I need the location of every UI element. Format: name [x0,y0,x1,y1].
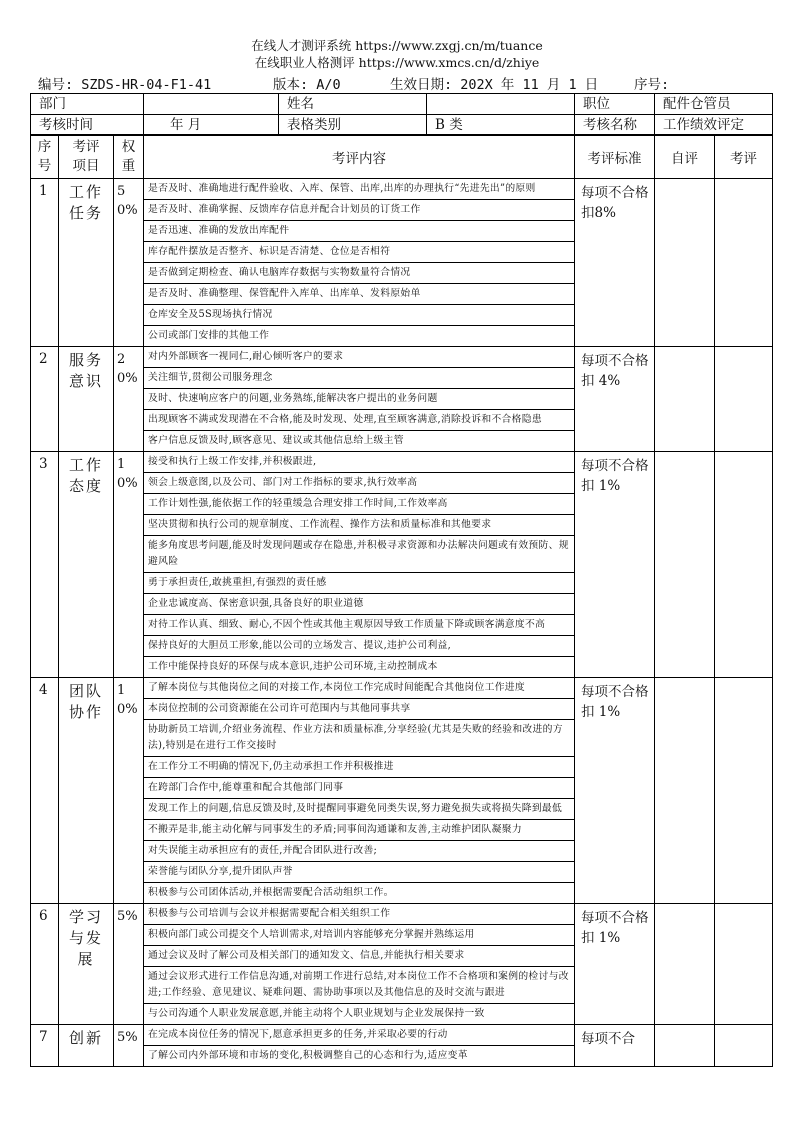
doc-version: 版本: A/0 [273,77,341,93]
form-label: 表格类别 [279,115,427,136]
criteria-item: 客户信息反馈及时,顾客意见、建议或其他信息给上级主管 [148,435,404,446]
col-standard: 考评标准 [575,135,655,179]
section-number: 3 [31,452,59,678]
form-value: B 类 [427,115,575,136]
criteria-item: 关注细节,贯彻公司服务理念 [144,368,574,389]
eval-name-label: 考核名称 [575,115,655,136]
criteria-item: 在完成本岗位任务的情况下,愿意承担更多的任务,并采取必要的行动 [144,1025,574,1046]
section-standard: 每项不合格扣 1% [575,904,655,1025]
criteria-item: 是否及时、准确地进行配件验收、入库、保管、出库,出库的办理执行“先进先出”的原则 [144,179,574,200]
criteria-item: 企业忠诚度高、保密意识强,具备良好的职业道德 [144,594,574,615]
self-score-cell[interactable] [655,452,715,678]
criteria-item: 积极向部门或公司提交个人培训需求,对培训内容能够充分掌握并熟练运用 [144,925,574,946]
criteria-item: 通过会议形式进行工作信息沟通,对前期工作进行总结,对本岗位工作不合格项和案例的检讨与改进;工作经验、意见建议、疑难问题、需协助事项以及其他信息的及时交流与跟进 [144,967,574,1004]
section-number: 4 [31,678,59,904]
criteria-item: 积极参与公司团体活动,并根据需要配合活动组织工作。 [148,887,394,898]
section-standard: 每项不合格扣8% [575,179,655,347]
section-project [59,904,114,1025]
review-score-cell[interactable] [715,678,773,904]
section-project-label: 服务意识 [68,351,103,390]
section-project [59,347,114,452]
criteria-item: 对待工作认真、细致、耐心,不因个性或其他主观原因导致工作质量下降或顾客满意度不高 [144,615,574,636]
criteria-item: 在工作分工不明确的情况下,仍主动承担工作并积极推进 [144,757,574,778]
criteria-item: 是否迅速、准确的发放出库配件 [144,221,574,242]
self-score-cell[interactable] [655,347,715,452]
section-weight: 5% [114,1025,144,1067]
criteria-item: 仓库安全及5S现场执行情况 [144,305,574,326]
section-project-label: 工作态度 [68,456,103,495]
section-number: 1 [31,179,59,347]
criteria-item: 及时、快速响应客户的问题,业务熟练,能解决客户提出的业务问题 [144,389,574,410]
section-project [59,1025,114,1067]
section-project [59,678,114,904]
doc-code: 编号: SZDS-HR-04-F1-41 [38,77,212,93]
section-items [144,678,575,904]
section-weight: 50% [114,179,144,347]
criteria-item: 通过会议及时了解公司及相关部门的通知发文、信息,并能执行相关要求 [144,946,574,967]
header-line-1: 在线人才测评系统 https://www.zxgj.cn/m/tuance [251,38,543,53]
eval-name-value: 工作绩效评定 [655,115,773,136]
criteria-item: 对失误能主动承担应有的责任,并配合团队进行改善; [144,841,574,862]
col-review: 考评 [715,135,773,179]
evaluation-table [30,134,773,1067]
review-score-cell[interactable] [715,904,773,1025]
criteria-item: 领会上级意图,以及公司、部门对工作指标的要求,执行效率高 [144,473,574,494]
criteria-item: 是否及时、准确整理、保管配件入库单、出库单、发料原始单 [144,284,574,305]
header-line-2: 在线职业人格测评 https://www.xmcs.cn/d/zhiye [254,55,540,70]
section-row [31,347,773,452]
self-score-cell[interactable] [655,904,715,1025]
criteria-item: 能多角度思考问题,能及时发现问题或存在隐患,并积极寻求资源和办法解决问题或有效预防、规避风险 [144,536,574,573]
section-number: 6 [31,904,59,1025]
section-items [144,1025,575,1067]
criteria-item: 是否及时、准确掌握、反馈库存信息并配合计划员的订货工作 [144,200,574,221]
self-score-cell[interactable] [655,179,715,347]
criteria-item: 公司或部门安排的其他工作 [148,330,270,341]
section-row [31,179,773,347]
criteria-item: 保持良好的大胆员工形象,能以公司的立场发言、提议,违护公司利益, [144,636,574,657]
col-content: 考评内容 [144,135,575,179]
period-label: 考核时间 [31,115,144,136]
section-standard: 每项不合格扣 1% [575,452,655,678]
criteria-item: 对内外部顾客一视同仁,耐心倾听客户的要求 [144,347,574,368]
criteria-item: 工作计划性强,能依据工作的轻重缓急合理安排工作时间,工作效率高 [144,494,574,515]
criteria-item: 接受和执行上级工作安排,并积极跟进, [144,452,574,473]
period-value[interactable]: 年 月 [144,115,279,136]
section-number: 7 [31,1025,59,1067]
section-standard: 每项不合格扣 4% [575,347,655,452]
name-label: 姓名 [279,94,427,115]
col-weight: 权重 [114,135,144,179]
criteria-item: 了解本岗位与其他岗位之间的对接工作,本岗位工作完成时间能配合其他岗位工作进度 [144,678,574,699]
section-items [144,347,575,452]
section-items [144,452,575,678]
section-project-label: 工作任务 [68,183,103,222]
section-project [59,452,114,678]
review-score-cell[interactable] [715,347,773,452]
position-label: 职位 [575,94,655,115]
review-score-cell[interactable] [715,452,773,678]
section-weight: 20% [114,347,144,452]
section-project-label: 团队协作 [68,682,103,721]
section-row [31,452,773,678]
section-row [31,678,773,904]
criteria-item: 工作中能保持良好的环保与成本意识,违护公司环境,主动控制成本 [148,661,438,672]
criteria-item: 出现顾客不满或发现潜在不合格,能及时发现、处理,直至顾客满意,消除投诉和不合格隐患 [144,410,574,431]
section-items [144,179,575,347]
document-meta [30,73,772,93]
criteria-item: 在跨部门合作中,能尊重和配合其他部门同事 [144,778,574,799]
section-weight: 5% [114,904,144,1025]
col-self: 自评 [655,135,715,179]
section-items [144,904,575,1025]
criteria-item: 是否做到定期检查、确认电脑库存数据与实物数量符合情况 [144,263,574,284]
section-number: 2 [31,347,59,452]
section-weight: 10% [114,678,144,904]
effective-date: 生效日期: 202X 年 11 月 1 日 [390,77,599,93]
criteria-item: 本岗位控制的公司资源能在公司许可范围内与其他同事共享 [144,699,574,720]
criteria-item: 了解公司内外部环境和市场的变化,积极调整自己的心态和行为,适应变革 [148,1050,468,1061]
col-no: 序号 [31,135,59,179]
review-score-cell[interactable] [715,179,773,347]
info-table [30,93,773,136]
criteria-item: 发现工作上的问题,信息反馈及时,及时提醒同事避免同类失误,努力避免损失或将损失降到最低 [144,799,574,820]
review-score-cell[interactable] [715,1025,773,1067]
dept-value[interactable] [144,94,279,115]
section-project-label: 创新 [68,1029,103,1047]
section-project [59,179,114,347]
self-score-cell[interactable] [655,1025,715,1067]
serial-number: 序号: [634,77,670,93]
criteria-item: 勇于承担责任,敢挑重担,有强烈的责任感 [144,573,574,594]
criteria-item: 与公司沟通个人职业发展意愿,并能主动将个人职业规划与企业发展保持一致 [148,1008,485,1019]
section-standard: 每项不合格扣 1% [575,678,655,904]
criteria-item: 积极参与公司培训与会议并根据需要配合相关组织工作 [144,904,574,925]
criteria-item: 不搬弄是非,能主动化解与同事发生的矛盾;同事间沟通谦和友善,主动维护团队凝聚力 [144,820,574,841]
section-standard: 每项不合 [575,1025,655,1067]
section-weight: 10% [114,452,144,678]
section-row [31,1025,773,1067]
position-value: 配件仓管员 [655,94,773,115]
criteria-item: 荣誉能与团队分享,提升团队声誉 [144,862,574,883]
name-value[interactable] [427,94,575,115]
self-score-cell[interactable] [655,678,715,904]
col-project: 考评项目 [59,135,114,179]
criteria-item: 库存配件摆放是否整齐、标识是否清楚、仓位是否相符 [144,242,574,263]
section-row [31,904,773,1025]
dept-label: 部门 [31,94,144,115]
criteria-item: 协助新员工培训,介绍业务流程、作业方法和质量标准,分享经验(尤其是失败的经验和改进的方法),特别是在进行工作交接时 [144,720,574,757]
criteria-item: 坚决贯彻和执行公司的规章制度、工作流程、操作方法和质量标准和其他要求 [144,515,574,536]
section-project-label: 学习与发展 [68,908,103,968]
